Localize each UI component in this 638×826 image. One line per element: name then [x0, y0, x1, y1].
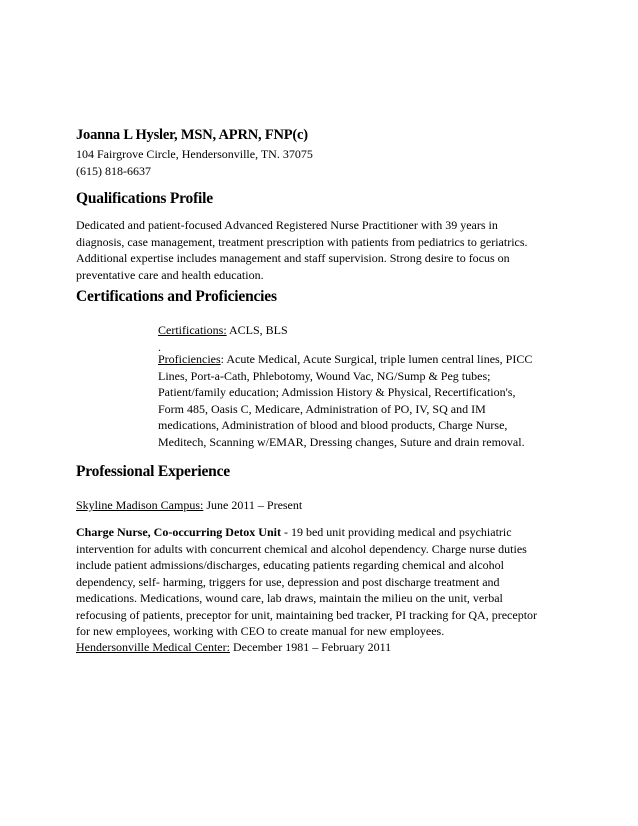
proficiencies-line	[158, 351, 578, 368]
job1-line	[76, 524, 556, 541]
experience-heading: Professional Experience	[76, 463, 230, 480]
proficiencies-line: Meditech, Scanning w/EMAR, Dressing changes, Suture and drain removal.	[158, 434, 525, 449]
proficiencies-line: Lines, Port-a-Cath, Phlebotomy, Wound Vac, NG/Sump & Peg tubes;	[158, 368, 491, 383]
job1-employer: Skyline Madison Campus:	[76, 498, 204, 512]
proficiencies-line: Form 485, Oasis C, Medicare, Administration of PO, IV, SQ and IM	[158, 401, 486, 416]
job2-header	[76, 639, 576, 656]
proficiencies-line: medications, Administration of blood and blood products, Charge Nurse,	[158, 418, 508, 432]
certifications-line	[158, 322, 578, 339]
job1-line: include patient admissions/discharges, educating patients regarding chemical and alcohol	[76, 558, 504, 572]
job1-line: dependency, self- harming, triggers for use, depression and post discharge treatment and	[76, 574, 500, 589]
proficiencies-first: : Acute Medical, Acute Surgical, triple lumen central lines, PICC	[220, 352, 533, 366]
qualifications-line: Dedicated and patient-focused Advanced Registered Nurse Practitioner with 39 years in	[76, 218, 498, 232]
job1-line: intervention for adults with concurrent chemical and alcohol dependency. Charge nurse duties	[76, 541, 527, 556]
certifications-heading: Certifications and Proficiencies	[76, 288, 277, 305]
job1-header	[76, 497, 576, 514]
job1-title: Charge Nurse, Co-occurring Detox Unit	[76, 525, 281, 539]
job2-dates: December 1981 – February 2011	[229, 640, 392, 654]
job1-description	[76, 524, 556, 640]
proficiencies-label: Proficiencies	[158, 352, 221, 366]
qualifications-line: Additional expertise includes management and staff supervision. Strong desire to focus on	[76, 251, 510, 265]
job1-line: medications. Medications, wound care, lab draws, maintain the milieu on the unit, verbal	[76, 591, 503, 605]
job1-line: for new employees, working with CEO to create manual for new employees.	[76, 624, 445, 638]
job2-employer: Hendersonville Medical Center:	[76, 640, 230, 654]
certifications-dot: .	[158, 340, 161, 354]
job1-dates: June 2011 – Present	[203, 498, 303, 512]
qualifications-heading: Qualifications Profile	[76, 190, 213, 207]
certifications-label: Certifications:	[158, 323, 227, 337]
candidate-name: Joanna L Hysler, MSN, APRN, FNP(c)	[76, 127, 308, 143]
address-line: 104 Fairgrove Circle, Hendersonville, TN. 37075	[76, 147, 313, 161]
phone-line: (615) 818-6637	[76, 163, 151, 178]
qualifications-line: preventative care and health education.	[76, 267, 264, 282]
job1-first: - 19 bed unit providing medical and psychiatric	[280, 525, 512, 539]
certifications-value: ACLS, BLS	[226, 323, 288, 337]
job1-line: refocusing of patients, preceptor for unit, maintaining bed tracker, PI tracking for QA, preceptor	[76, 607, 538, 622]
proficiencies-block	[158, 351, 578, 450]
qualifications-line: diagnosis, case management, treatment prescription with patients from pediatrics to geriatrics.	[76, 234, 528, 249]
proficiencies-line: Patient/family education; Admission History & Physical, Recertification's,	[158, 385, 516, 399]
qualifications-text	[76, 217, 556, 283]
contact-block	[76, 146, 576, 179]
